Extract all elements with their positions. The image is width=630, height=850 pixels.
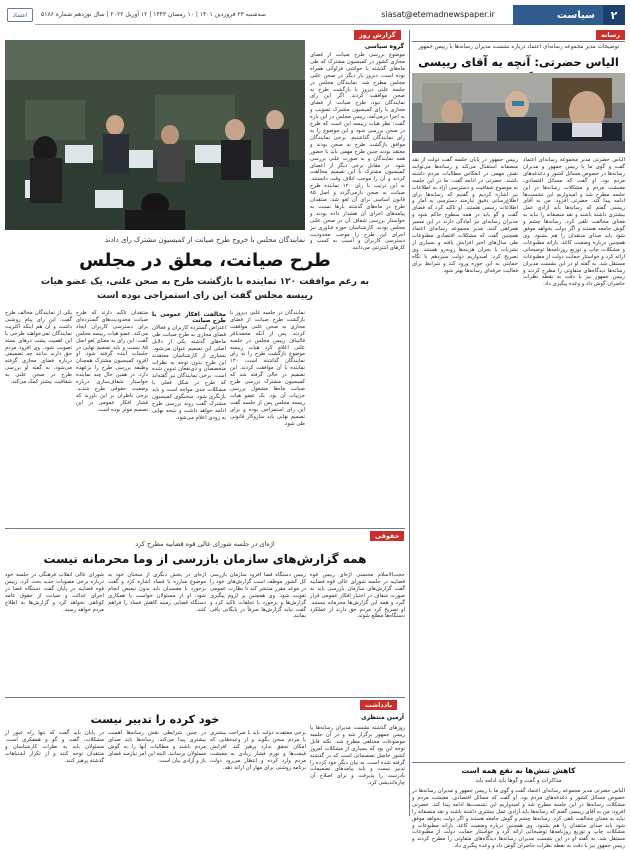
parliament-subhead-2: رییسه مجلس گفت این رای استمزاجی بوده است	[97, 291, 313, 301]
date-line: سه‌شنبه ۲۳ فروردین ۱۴۰۱ | ۱۰ رمضان ۱۴۴۳ | ۱۲ آوریل ۲۰۲۲ | سال نوزدهم شماره ۵۱۸۶	[35, 5, 363, 25]
divider	[412, 762, 625, 763]
council-col-c: اژه‌ای در بخش دیگری از سخنان خود به موضوع مبارزه با فساد اشاره کرد و گفت برخورد با مفسدان باید بدون تبعیض انجام شود. او از مسئولان خواست با همکاری دستگاه قضایی زمینه کاهش فساد را فراهم کنند.	[108, 572, 206, 613]
parliament-photo	[5, 40, 305, 230]
oped-headline: خود کرده را تدبیر نیست	[90, 713, 220, 726]
parliament-col-a: نمایندگان در جلسه علنی دیروز با بازگشت طرح صیانت از فضای مجازی به صحن علنی موافقت کردند. پس از آنکه محمدباقر قالیباف رییس مجلس در جلسه علنی اعلام کرد هیات رییسه موضوع بازگشت طرح را به رای نمایندگان گذاشته است، ۱۲۰ نماینده با آن موافقت کردند. این تصمیم در حالی گرفته شد که کمیسیون مشترک بررسی طرح صیانت ماه‌ها مشغول بررسی جزییات آن بود. یک عضو هیات رییسه مجلس پس از جلسه گفت این رای استمزاجی بوده و برای تصمیم نهایی باید سازوکار قانونی طی شود.	[230, 310, 305, 427]
hazrati-photo	[412, 73, 625, 153]
page-number: ۲	[603, 5, 625, 25]
parliament-col-d: یکی از نمایندگان مخالف طرح گفت: این رای پیام روشنی داشت و آن هم اینکه اکثریت نمایندگان نمی‌خواهند طرحی با این اهمیت پشت درهای بسته تصویب شود. وی افزود مردم حق دارند بدانند چه تصمیمی درباره فضای مجازی گرفته می‌شود. به گفته او بررسی طرح در صحن علنی به شفافیت بیشتر کمک می‌کند.	[5, 310, 72, 386]
oped-col-b: برخی معتقدند دولت باید با صراحت بیشتری با مردم سخن بگوید و از وعده‌هایی که امکان تحقق ندارد پرهیز کند. افزایش قیمت‌ها و تورم فشار زیادی به معیشت مردم وارد کرده و انتظار می‌رود دولت برنامه روشنی برای مهار آن ارائه دهد.	[210, 730, 306, 771]
divider	[5, 697, 405, 698]
section-tag-report: گزارش روز	[354, 30, 401, 40]
section-tag-legal: حقوقی	[370, 531, 404, 541]
bottom-right-headline: کاهش تنش‌ها به نفع همه است	[461, 766, 576, 775]
parliament-headline: طرح صیانت، معلق در مجلس	[79, 250, 331, 271]
bottom-right-body: الیاس حضرتی مدیر مجموعه رسانه‌ای اعتماد گفت و گوی ما با رییس جمهور و مدیران رسانه‌ها در خصوص مسائل کشور و دغدغه‌های مردم بود. او گفت که مسائل اقتصادی، معیشت مردم و مشکلات رسانه‌ها در این جلسه مطرح شد و امیدواریم این نشست‌ها ادامه پیدا کند. حضرتی افزود: من به آقای رییسی گفتم که رسانه‌ها باید آزادی عمل بیشتری داشته باشند و نقد منصفانه را نباید به معنای مخالفت تلقی کرد. رسانه‌ها چشم و گوش جامعه هستند و اگر دولت بخواهد موفق شود باید صدای منتقدان را هم بشنود. وی همچنین درباره وضعیت کاغذ، یارانه مطبوعات و مشکلات چاپ و توزیع روزنامه‌ها توضیحاتی ارائه کرد و خواستار حمایت دولت از مطبوعات مستقل شد. به گفته او در این نشست مدیران رسانه‌ها دیدگاه‌های متفاوتی را مطرح کردند و رییس جمهور نیز با دقت به نقطه نظرات حاضران گوش داد و وعده پیگیری داد.	[412, 788, 625, 850]
media-kicker: توضیحات مدیر مجموعه رسانه‌ای اعتماد درباره نشست مدیران رسانه‌ها با رییس جمهور	[417, 44, 620, 50]
media-body-col-2: رییس جمهور در پایان جلسه گفت دولت از نقد منصفانه استقبال می‌کند و رسانه‌ها می‌توانند نقش مهمی در انعکاس مطالبات مردم داشته باشند. حضرتی در ادامه گفت: ما در این جلسه به موضوع شفافیت و دسترسی آزاد به اطلاعات نیز اشاره کردیم و گفتیم که رسانه‌ها برای اطلاع‌رسانی دقیق نیازمند دسترسی به آمار و اطلاعات رسمی هستند. او تاکید کرد که فضای گفت و گو باید در همه سطوح حاکم شود و مدیران رسانه‌ای نیز آمادگی دارند در این مسیر همراهی کنند. مدیر مجموعه رسانه‌ای اعتماد همچنین گفت که مشکلات اقتصادی مطبوعات طی سال‌های اخیر افزایش یافته و بسیاری از نشریات با بحران هزینه‌ها روبه‌رو هستند. وی تصریح کرد: امیدواریم دولت سیزدهم با نگاه حمایتی به این حوزه ورود کند و شرایط برای فعالیت حرفه‌ای رسانه‌ها بهتر شود.	[412, 157, 518, 274]
oped-byline: آرمین منتظری	[361, 714, 404, 721]
page-header	[5, 5, 625, 25]
oped-col-a: روزهای گذشته نشست مدیران رسانه‌ها با رییس جمهور برگزار شد و در آن جلسه موضوعات مختلفی مطرح شد. نکته قابل توجه این بود که بسیاری از مشکلات امروز کشور حاصل تصمیماتی است که در گذشته گرفته شده است. به بیان دیگر خود کرده را تدبیر نیست و باید پیامدهای تصمیمات نادرست را پذیرفت و برای اصلاح آن چاره‌اندیشی کرد.	[310, 725, 405, 787]
parliament-col-c: منتقدان تاکید دارند که طرح صیانت محدودیت‌های گسترده‌ای برای دسترسی کاربران ایجاد می‌کند. عضو هیات رییسه مجلس گفت: این رای به معنای لغو اصل ۸۵ نیست و باید تصمیم نهایی در جلسات آینده گرفته شود. او افزود کمیسیون مشترک همچنان وظیفه بررسی طرح را برعهده دارد. در همین حال چند نماینده خواستار شفاف‌سازی درباره وضعیت حقوقی طرح شدند. برخی ناظران بر این باورند که فشار افکار عمومی در این تصمیم موثر بوده است.	[75, 310, 148, 413]
section-name: سیاست	[513, 5, 603, 25]
bottom-right-subhead: مذاکرات و گفت و گوها باید ادامه یابد	[475, 778, 562, 784]
council-headline: همه گزارش‌های سازمان بازرسی از وما محرمانه نیست	[43, 552, 367, 566]
section-tag-media: رسانه	[596, 30, 625, 40]
column-divider	[409, 30, 410, 816]
media-body-col-1: الیاس حضرتی مدیر مجموعه رسانه‌ای اعتماد گفت و گوی ما با رییس جمهور و مدیران رسانه‌ها در خصوص مسائل کشور و دغدغه‌های مردم بود. او گفت که مسائل اقتصادی، معیشت مردم و مشکلات رسانه‌ها در این جلسه مطرح شد و امیدواریم این نشست‌ها ادامه پیدا کند. حضرتی افزود: من به آقای رییسی گفتم که رسانه‌ها باید آزادی عمل بیشتری داشته باشند و نقد منصفانه را نباید به معنای مخالفت تلقی کرد. رسانه‌ها چشم و گوش جامعه هستند و اگر دولت بخواهد موفق شود باید صدای منتقدان را هم بشنود. وی همچنین درباره وضعیت کاغذ، یارانه مطبوعات و مشکلات چاپ و توزیع روزنامه‌ها توضیحاتی ارائه کرد و خواستار حمایت دولت از مطبوعات مستقل شد. به گفته او در این نشست مدیران رسانه‌ها دیدگاه‌های متفاوتی را مطرح کردند و رییس جمهور نیز با دقت به نقطه نظرات حاضران گوش داد و وعده پیگیری داد.	[523, 157, 625, 288]
council-kicker: اژه‌ای در جلسه شورای عالی قوه قضاییه مطرح کرد	[135, 540, 275, 548]
masthead-logo: اعتماد	[7, 8, 33, 22]
council-col-d: شورای عالی انقلاب فرهنگی در جلسه خود درباره برخی مصوبات جدید بحث کرد. رییس قوه قضاییه در پایان گفت دستگاه قضا در اجرای عدالت و صیانت از حقوق عامه کوتاهی نخواهد کرد و گزارش‌ها به اطلاع مردم خواهد رسید.	[5, 572, 104, 613]
parliament-col-b-text: اعتراض گسترده کاربران و فعالان فضای مجازی به طرح صیانت طی ماه‌های گذشته یکی از دلایل اصلی این تصمیم عنوان می‌شود. بسیاری از کارشناسان معتقدند این طرح بدون توجه به نظرات متخصصان و ذی‌نفعان تدوین شده است. برخی نمایندگان نیز گفته‌اند که طرح در شکل فعلی با مشکلات جدی مواجه است و باید بازنگری شود. سخنگوی کمیسیون مشترک گفت روند بررسی طرح ادامه خواهد داشت و نتیجه نهایی به زودی اعلام می‌شود.	[152, 325, 226, 421]
divider	[5, 528, 405, 529]
oped-col-c: در چنین شرایطی نقش رسانه‌ها اهمیت بیشتری پیدا می‌کند. رسانه‌ها باید صدای مردم باشند و مطالبات آنها را به گوش مسئولان برسانند. البته این امر نیازمند فضای باز و آزادی بیان است.	[108, 730, 206, 764]
divider	[412, 41, 625, 42]
parliament-col-b	[152, 310, 226, 522]
parliament-kicker: نمایندگان مجلس با خروج طرح صیانت از کمیسیون مشترک رای دادند	[104, 236, 306, 244]
parliament-subhead-1: به رغم موافقت ۱۲۰ نماینده با بازگشت طرح به صحن علنی، یک عضو هیات	[41, 277, 369, 287]
parliament-byline: گروه سیاسی	[364, 43, 404, 50]
parliament-col-b-subhead: مخالفت افکار عمومی با طرح صیانت	[152, 312, 226, 324]
section-tag-note: یادداشت	[360, 700, 397, 710]
council-col-b: رییس دستگاه قضا افزود سازمان بازرسی کل کشور موظف است گزارش‌های خود را در موعد مقرر منتشر کند تا نظارت عمومی تقویت شود. وی همچنین بر لزوم پیگیری گزارش‌ها و برخورد با تخلفات تاکید کرد و گفت نباید گزارش‌ها صرفاً در بایگانی باقی بمانند.	[210, 572, 306, 620]
media-headline: الیاس حضرتی: آنچه به آقای رییسی	[418, 55, 619, 69]
oped-col-d: در پایان باید گفت که تنها راه عبور از مشکلات، گفت و گو و همفکری است. مسئولان باید به نظرات کارشناسان و منتقدان توجه کنند و از تکرار اشتباهات گذشته پرهیز کنند.	[5, 730, 104, 764]
council-col-a: حجت‌الاسلام محسنی اژه‌ای رییس قوه قضاییه در جلسه شورای عالی قوه قضاییه گفت گزارش‌های سازمان بازرسی باید به صورت شفاف در اختیار افکار عمومی قرار گیرد و همه این گزارش‌ها محرمانه نیستند. او تصریح کرد مردم حق دارند از عملکرد دستگاه‌ها مطلع شوند.	[310, 572, 405, 620]
section-email[interactable]: siasat@etemadnewspaper.ir	[363, 5, 513, 25]
parliament-side-body: موضوع بررسی طرح صیانت از فضای مجازی کشور در کمیسیون مشترک که طی ماه‌های گذشته با حواشی فراوانی همراه بوده است، دیروز بار دیگر در صحن علنی مجلس مطرح شد. نمایندگان مجلس در جلسه علنی دیروز با بازگشت طرح به صحن موافقت کردند. اگر این رای نمایندگان نبود، طرح صیانت از فضای مجازی با رای کمیسیون مشترک تصویب و به اجرا درمی‌آمد. رییس مجلس در این باره گفت: نظر هیات رییسه این است که طرح در صحن بررسی شود و این موضوع را به رای نمایندگان گذاشتیم. برخی نمایندگان موافق بازگشت طرح به صحن بودند و معتقد بودند چنین طرح مهمی باید با حضور همه نمایندگان و به صورت علنی بررسی شود. در مقابل برخی دیگر از اعضای کمیسیون مشترک با این تصمیم مخالفت کردند و آن را موجب اتلاف وقت دانستند. به این ترتیب با رای ۱۲۰ نماینده طرح صیانت به صحن بازمی‌گردد و اصل ۸۵ قانون اساسی برای آن لغو شد. منتقدان طرح در ماه‌های گذشته بارها نسبت به پیامدهای اجرای آن هشدار داده بودند و خواستار بررسی شفاف آن در صحن علنی مجلس بودند. کارشناسان حوزه فناوری نیز اجرای این طرح را موجب محدودیت دسترسی کاربران و آسیب به کسب و کارهای اینترنتی می‌دانند.	[310, 52, 405, 252]
